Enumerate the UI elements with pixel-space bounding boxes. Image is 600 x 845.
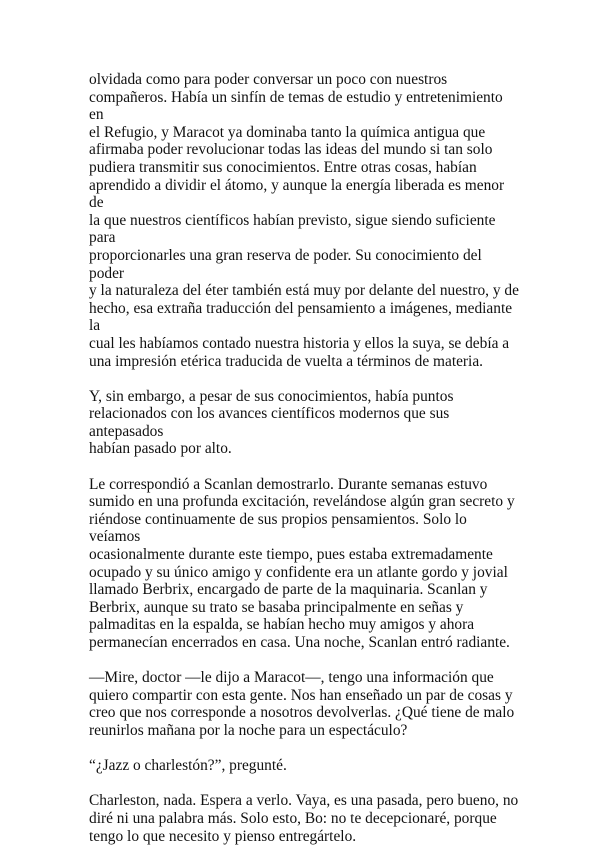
- paragraph: olvidada como para poder conversar un poco con nuestros compañeros. Había un sinfín de temas de estudio y entretenimiento en el Refugio, y Maracot ya dominaba tanto la química antigua que afirmaba poder revolucionar todas las ideas del mundo si tan solo pudiera transmitir sus conocimientos. Entre otras cosas, habían aprendido a dividir el átomo, y aunque la energía liberada es menor de la que nuestros científicos habían previsto, sigue siendo suficiente para proporcionarles una gran reserva de poder. Su conocimiento del poder y la naturaleza del éter también está muy por delante del nuestro, y de hecho, esa extraña traducción del pensamiento a imágenes, mediante la cual les habíamos contado nuestra historia y ellos la suya, se debía a una impresión etérica traducida de vuelta a términos de materia.: [89, 71, 519, 370]
- paragraph: “¿Jazz o charlestón?”, pregunté.: [89, 757, 287, 775]
- paragraph: —Mire, doctor —le dijo a Maracot—, tengo una información que quiero compartir con esta gente. Nos han enseñado un par de cosas y creo que nos corresponde a nosotros devolverlas. ¿Qué tiene de malo reunirlos mañana por la noche para un espectáculo?: [89, 669, 515, 739]
- paragraph: Charleston, nada. Espera a verlo. Vaya, es una pasada, pero bueno, no diré ni una palabra más. Solo esto, Bo: no te decepcionaré, porque tengo lo que necesito y pienso entregártelo.: [89, 792, 519, 845]
- paragraph: Le correspondió a Scanlan demostrarlo. Durante semanas estuvo sumido en una profunda excitación, revelándose algún gran secreto y riéndose continuamente de sus propios pensamientos. Solo lo veíamos ocasionalmente durante este tiempo, pues estaba extremadamente ocupado y su único amigo y confidente era un atlante gordo y jovial llamado Berbrix, encargado de parte de la maquinaria. Scanlan y Berbrix, aunque su trato se basaba principalmente en señas y palmaditas en la espalda, se habían hecho muy amigos y ahora permanecían encerrados en casa. Una noche, Scanlan entró radiante.: [89, 475, 515, 651]
- paragraph: Y, sin embargo, a pesar de sus conocimientos, había puntos relacionados con los avances científicos modernos que sus antepasados habían pasado por alto.: [89, 387, 454, 458]
- body-text: [89, 71, 519, 845]
